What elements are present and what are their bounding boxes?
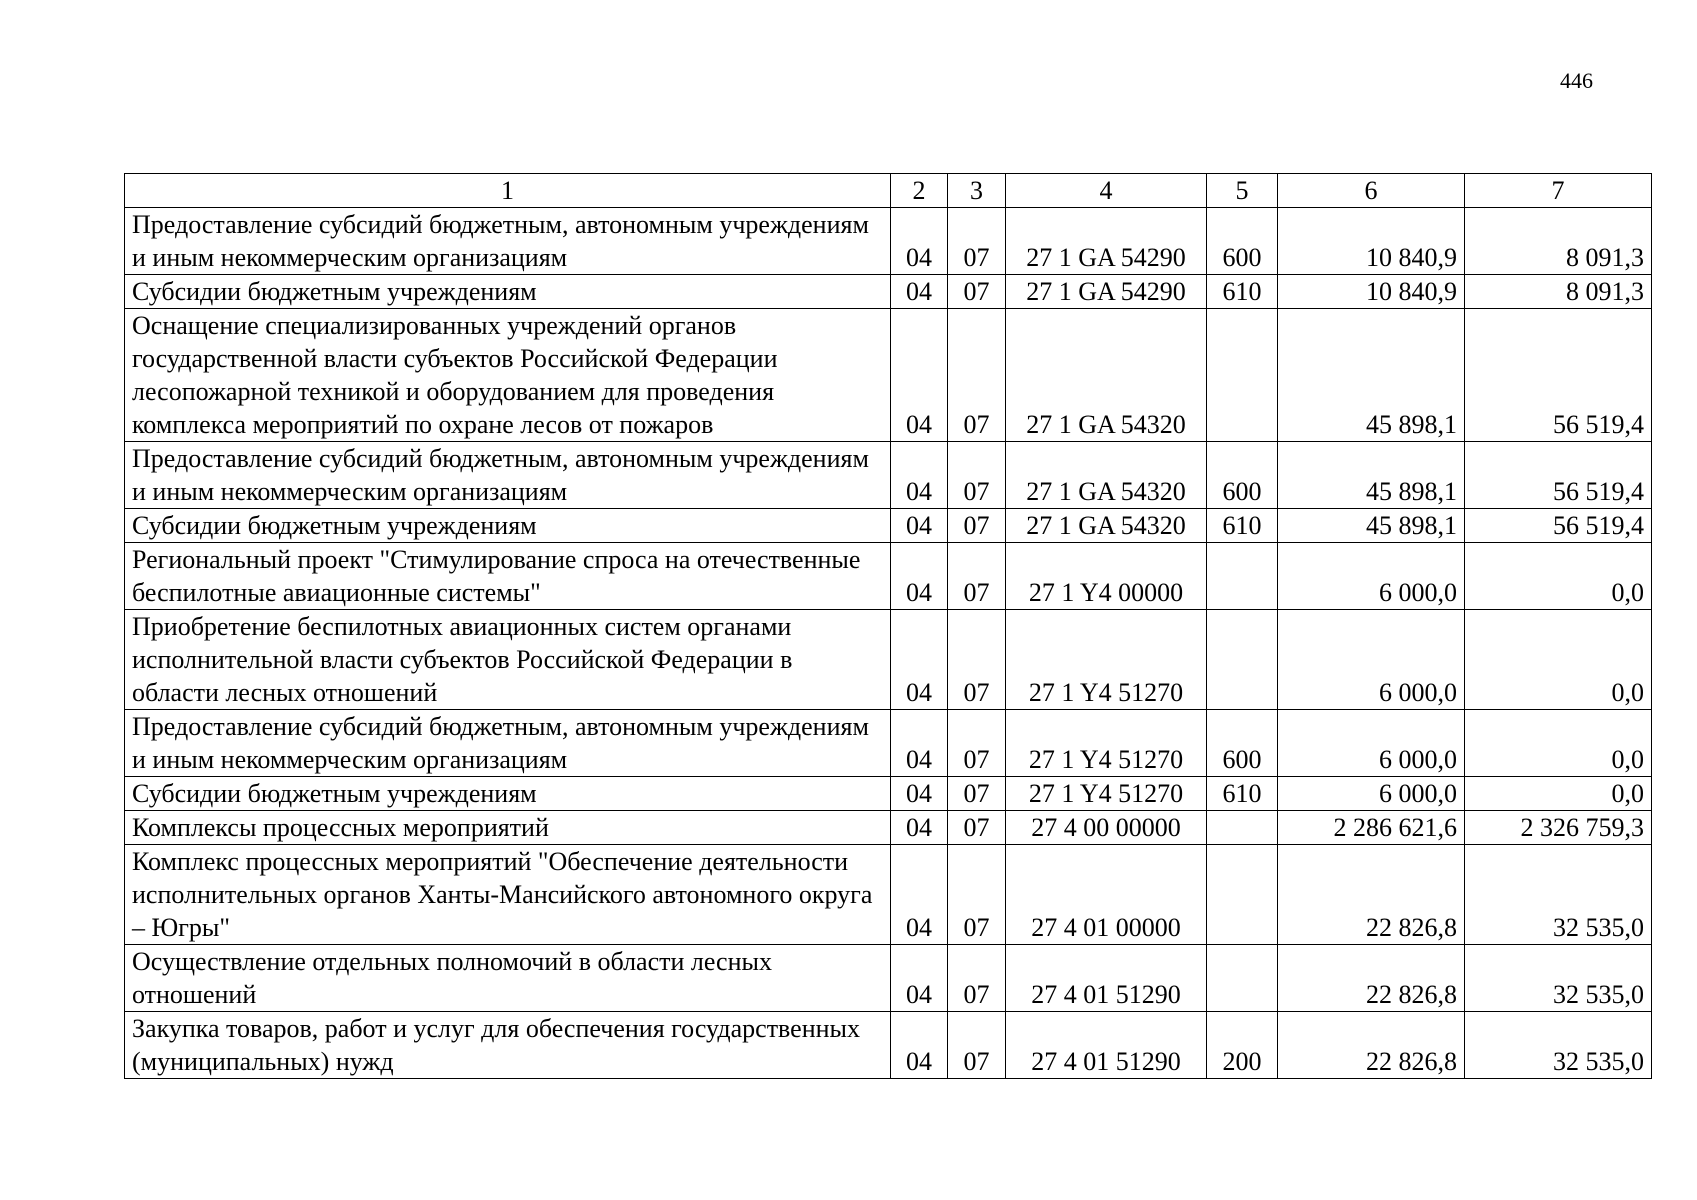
row-name-cell: Приобретение беспилотных авиационных систем органами исполнительной власти субъектов Российской Федерации в области лесных отношений (125, 610, 891, 710)
subsection-cell: 07 (948, 945, 1006, 1012)
table-row (125, 509, 1652, 543)
amount-year2-cell: 2 326 759,3 (1465, 811, 1652, 845)
section-cell: 04 (891, 777, 948, 811)
table-row (125, 777, 1652, 811)
expense-type-cell: 600 (1207, 208, 1278, 275)
row-name-cell: Региональный проект "Стимулирование спроса на отечественные беспилотные авиационные системы" (125, 543, 891, 610)
expense-type-cell: 610 (1207, 509, 1278, 543)
amount-year2-cell: 0,0 (1465, 777, 1652, 811)
row-name-cell: Предоставление субсидий бюджетным, автономным учреждениям и иным некоммерческим организациям (125, 442, 891, 509)
target-article-cell: 27 1 Y4 00000 (1006, 543, 1207, 610)
target-article-cell: 27 1 GA 54320 (1006, 309, 1207, 442)
subsection-cell: 07 (948, 845, 1006, 945)
expense-type-cell: 610 (1207, 275, 1278, 309)
table-row (125, 845, 1652, 945)
subsection-cell: 07 (948, 309, 1006, 442)
amount-year2-cell: 0,0 (1465, 610, 1652, 710)
subsection-cell: 07 (948, 442, 1006, 509)
target-article-cell: 27 1 Y4 51270 (1006, 710, 1207, 777)
subsection-cell: 07 (948, 710, 1006, 777)
amount-year2-cell: 8 091,3 (1465, 275, 1652, 309)
expense-type-cell (1207, 543, 1278, 610)
table-row (125, 275, 1652, 309)
subsection-cell: 07 (948, 509, 1006, 543)
target-article-cell: 27 1 GA 54290 (1006, 208, 1207, 275)
section-cell: 04 (891, 945, 948, 1012)
row-name-cell: Комплекс процессных мероприятий "Обеспечение деятельности исполнительных органов Ханты-Мансийского автономного округа – Югры" (125, 845, 891, 945)
row-name-cell: Субсидии бюджетным учреждениям (125, 275, 891, 309)
amount-year2-cell: 32 535,0 (1465, 1012, 1652, 1079)
amount-year2-cell: 32 535,0 (1465, 945, 1652, 1012)
amount-year1-cell: 45 898,1 (1278, 309, 1465, 442)
header-cell-1: 1 (125, 174, 891, 208)
expense-type-cell (1207, 309, 1278, 442)
table-body (125, 208, 1652, 1079)
table-row (125, 208, 1652, 275)
amount-year1-cell: 45 898,1 (1278, 509, 1465, 543)
row-name-cell: Предоставление субсидий бюджетным, автономным учреждениям и иным некоммерческим организациям (125, 710, 891, 777)
amount-year2-cell: 0,0 (1465, 543, 1652, 610)
amount-year1-cell: 6 000,0 (1278, 710, 1465, 777)
amount-year1-cell: 22 826,8 (1278, 845, 1465, 945)
table-row (125, 610, 1652, 710)
header-cell-6: 6 (1278, 174, 1465, 208)
table-row (125, 309, 1652, 442)
amount-year2-cell: 32 535,0 (1465, 845, 1652, 945)
page-number: 446 (1560, 68, 1593, 93)
table-row (125, 1012, 1652, 1079)
subsection-cell: 07 (948, 777, 1006, 811)
amount-year2-cell: 56 519,4 (1465, 442, 1652, 509)
subsection-cell: 07 (948, 208, 1006, 275)
row-name-cell: Закупка товаров, работ и услуг для обеспечения государственных (муниципальных) нужд (125, 1012, 891, 1079)
target-article-cell: 27 1 Y4 51270 (1006, 610, 1207, 710)
table-row (125, 442, 1652, 509)
expense-type-cell (1207, 945, 1278, 1012)
subsection-cell: 07 (948, 543, 1006, 610)
section-cell: 04 (891, 1012, 948, 1079)
amount-year2-cell: 0,0 (1465, 710, 1652, 777)
row-name-cell: Субсидии бюджетным учреждениям (125, 777, 891, 811)
budget-table (124, 173, 1652, 1079)
amount-year1-cell: 2 286 621,6 (1278, 811, 1465, 845)
target-article-cell: 27 4 01 51290 (1006, 945, 1207, 1012)
header-cell-2: 2 (891, 174, 948, 208)
target-article-cell: 27 4 01 51290 (1006, 1012, 1207, 1079)
section-cell: 04 (891, 275, 948, 309)
amount-year2-cell: 56 519,4 (1465, 509, 1652, 543)
amount-year1-cell: 10 840,9 (1278, 208, 1465, 275)
row-name-cell: Предоставление субсидий бюджетным, автономным учреждениям и иным некоммерческим организациям (125, 208, 891, 275)
section-cell: 04 (891, 309, 948, 442)
target-article-cell: 27 1 GA 54320 (1006, 509, 1207, 543)
target-article-cell: 27 4 01 00000 (1006, 845, 1207, 945)
amount-year2-cell: 8 091,3 (1465, 208, 1652, 275)
amount-year1-cell: 22 826,8 (1278, 1012, 1465, 1079)
section-cell: 04 (891, 710, 948, 777)
expense-type-cell (1207, 610, 1278, 710)
subsection-cell: 07 (948, 1012, 1006, 1079)
amount-year1-cell: 10 840,9 (1278, 275, 1465, 309)
expense-type-cell: 610 (1207, 777, 1278, 811)
section-cell: 04 (891, 208, 948, 275)
amount-year1-cell: 6 000,0 (1278, 777, 1465, 811)
target-article-cell: 27 4 00 00000 (1006, 811, 1207, 845)
section-cell: 04 (891, 509, 948, 543)
target-article-cell: 27 1 Y4 51270 (1006, 777, 1207, 811)
row-name-cell: Субсидии бюджетным учреждениям (125, 509, 891, 543)
amount-year2-cell: 56 519,4 (1465, 309, 1652, 442)
table-row (125, 543, 1652, 610)
row-name-cell: Оснащение специализированных учреждений органов государственной власти субъектов Российской Федерации лесопожарной техникой и оборудованием для проведения комплекса мероприятий по охране лесов от пожаров (125, 309, 891, 442)
table-row (125, 945, 1652, 1012)
target-article-cell: 27 1 GA 54290 (1006, 275, 1207, 309)
header-cell-4: 4 (1006, 174, 1207, 208)
expense-type-cell: 200 (1207, 1012, 1278, 1079)
amount-year1-cell: 45 898,1 (1278, 442, 1465, 509)
expense-type-cell (1207, 845, 1278, 945)
amount-year1-cell: 6 000,0 (1278, 543, 1465, 610)
header-cell-7: 7 (1465, 174, 1652, 208)
table-row (125, 811, 1652, 845)
amount-year1-cell: 6 000,0 (1278, 610, 1465, 710)
header-cell-3: 3 (948, 174, 1006, 208)
subsection-cell: 07 (948, 811, 1006, 845)
subsection-cell: 07 (948, 610, 1006, 710)
subsection-cell: 07 (948, 275, 1006, 309)
expense-type-cell: 600 (1207, 442, 1278, 509)
row-name-cell: Осуществление отдельных полномочий в области лесных отношений (125, 945, 891, 1012)
row-name-cell: Комплексы процессных мероприятий (125, 811, 891, 845)
section-cell: 04 (891, 845, 948, 945)
amount-year1-cell: 22 826,8 (1278, 945, 1465, 1012)
section-cell: 04 (891, 543, 948, 610)
header-row (125, 174, 1652, 208)
table-row (125, 710, 1652, 777)
section-cell: 04 (891, 610, 948, 710)
header-cell-5: 5 (1207, 174, 1278, 208)
section-cell: 04 (891, 442, 948, 509)
expense-type-cell (1207, 811, 1278, 845)
target-article-cell: 27 1 GA 54320 (1006, 442, 1207, 509)
expense-type-cell: 600 (1207, 710, 1278, 777)
section-cell: 04 (891, 811, 948, 845)
